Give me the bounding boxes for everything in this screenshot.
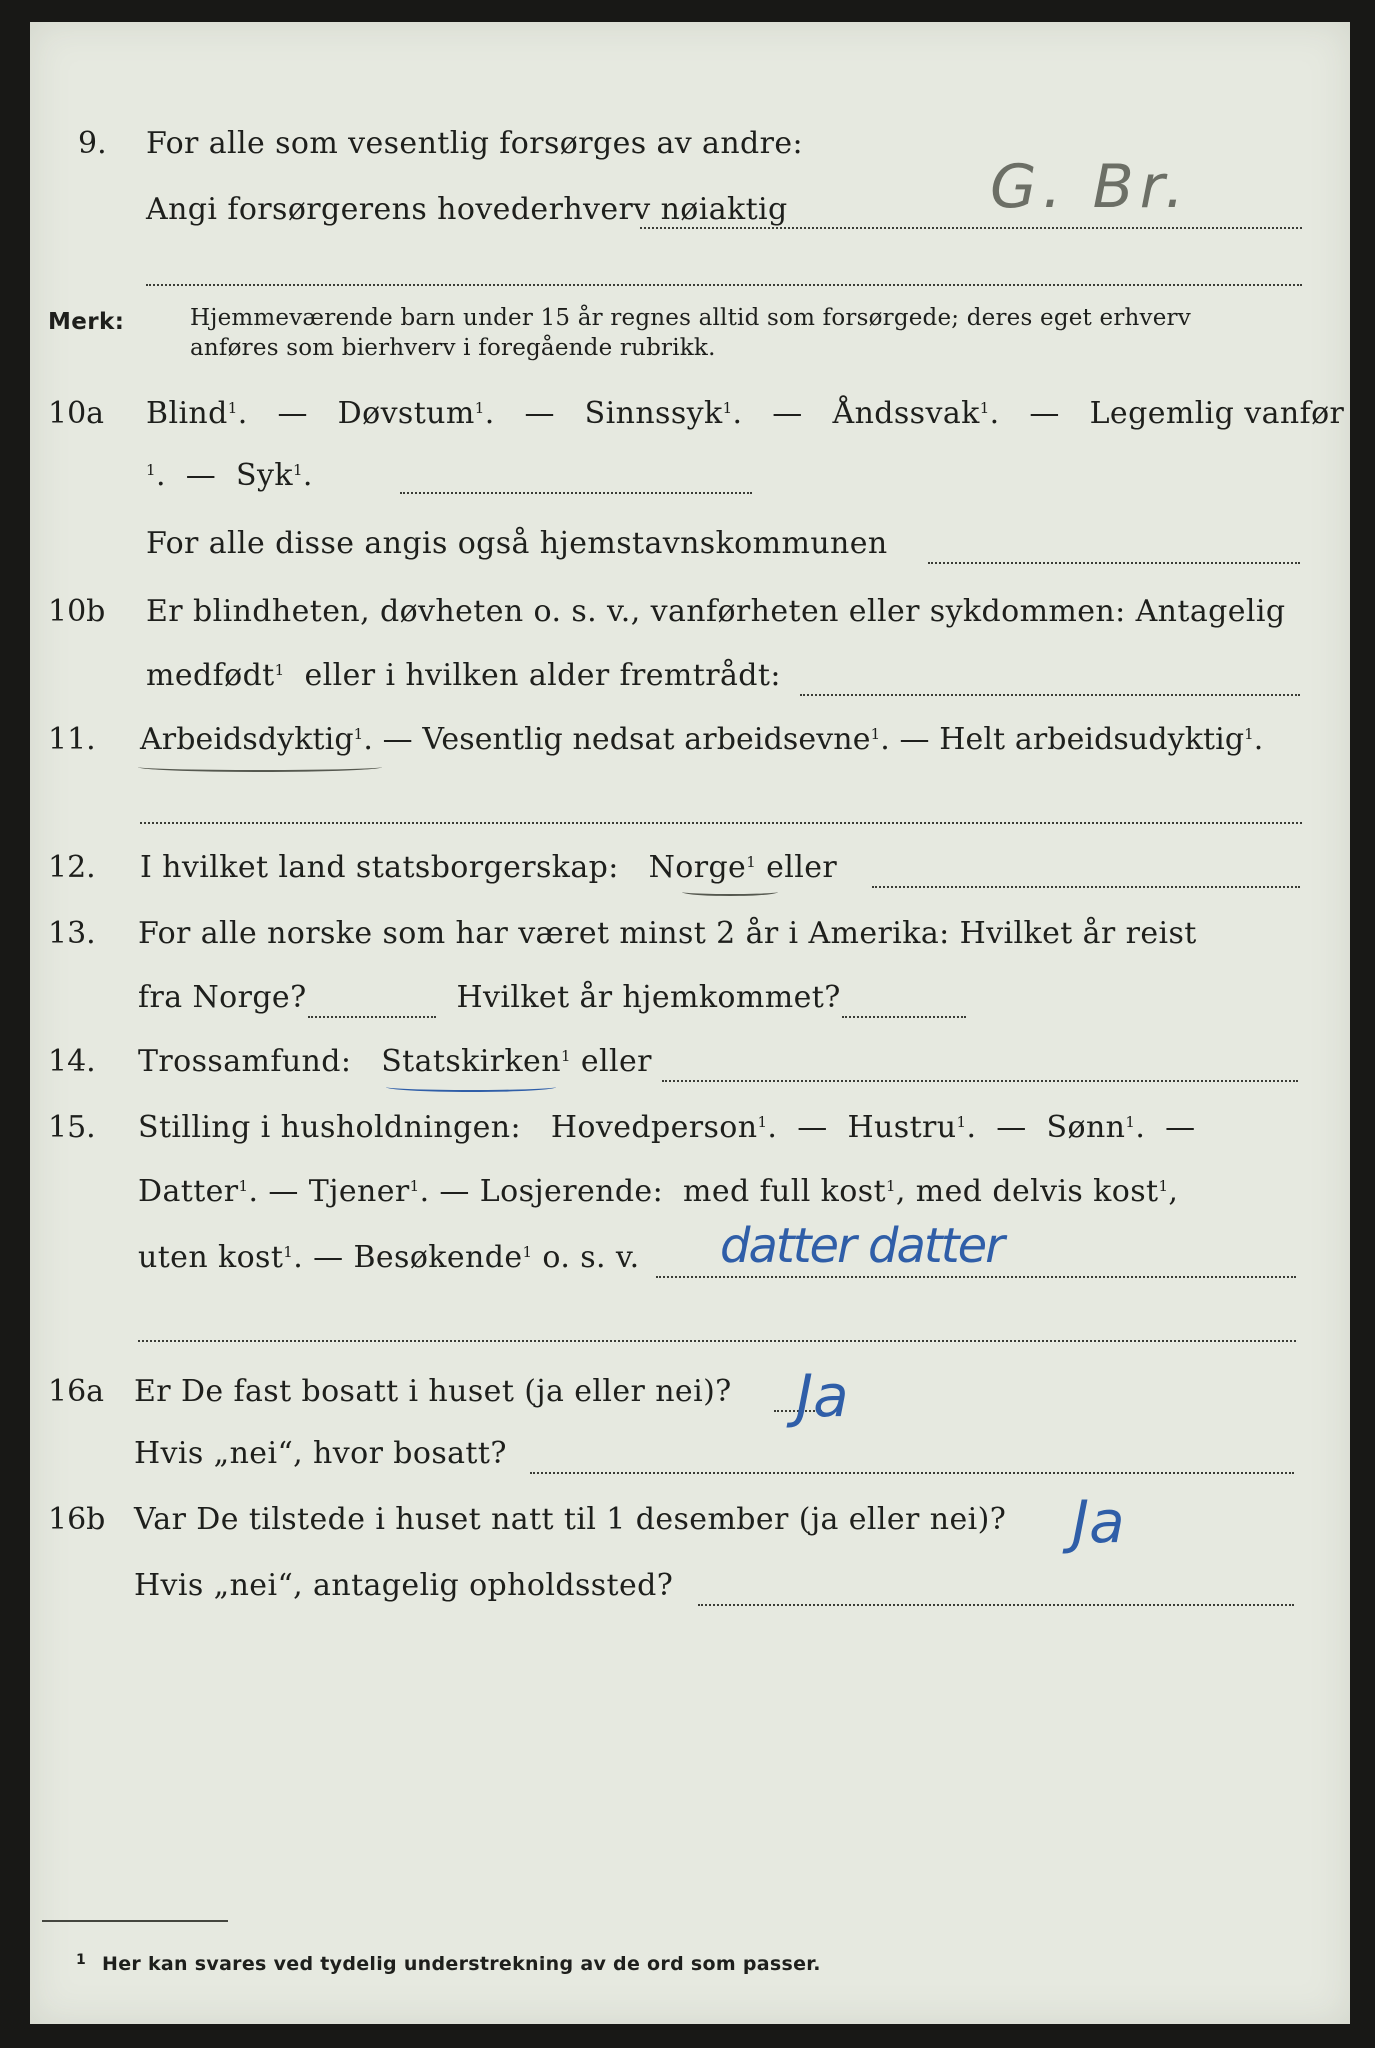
q16a-answer-handwriting: Ja	[796, 1362, 849, 1430]
q15-number: 15.	[48, 1110, 96, 1145]
merk-line2: anføres som bierhverv i foregående rubrikk.	[190, 335, 716, 361]
q9-answer-line	[640, 227, 1302, 229]
q10a-syk-line	[400, 492, 752, 494]
q11-arbeidsdyktig: Arbeidsdyktig	[140, 722, 354, 757]
q13-reist-line	[308, 1016, 436, 1018]
q15-line2: Datter$^1$. — Tjener$^1$. — Losjerende: med full kost$^1$, med delvis kost$^1$,	[138, 1174, 1179, 1209]
q15-answer-line	[656, 1276, 1296, 1278]
q16a-line2: Hvis „nei“, hvor bosatt?	[134, 1436, 507, 1471]
q9-number: 9.	[78, 126, 107, 161]
merk-label: Merk:	[48, 309, 125, 335]
q11-udyktig: Helt arbeidsudyktig	[939, 722, 1245, 757]
q14-statskirken: Statskirken	[381, 1044, 561, 1079]
q10a-legemlig-vanfor: Legemlig vanfør	[1089, 396, 1345, 431]
q9-answer-handwriting: G. Br.	[990, 152, 1191, 222]
q9-line1: For alle som vesentlig forsørges av andre:	[146, 126, 804, 161]
q12-norge-underline	[682, 888, 778, 896]
q10a-andssvak: Åndssvak	[832, 396, 980, 431]
q11-nedsat: Vesentlig nedsat arbeidsevne	[422, 722, 871, 757]
q10b-line1: Er blindheten, døvheten o. s. v., vanførheten eller sykdommen: Antagelig	[146, 594, 1286, 629]
q9-extra-line	[146, 284, 1302, 286]
q12-number: 12.	[48, 850, 96, 885]
q16b-line2: Hvis „nei“, antagelig opholdssted?	[134, 1568, 674, 1603]
q10a-dovstum: Døvstum	[337, 396, 475, 431]
q14-statskirken-underline	[386, 1082, 556, 1092]
q16a-bosatt-line	[530, 1472, 1294, 1474]
q13-line2: fra Norge? Hvilket år hjemkommet?	[138, 980, 841, 1015]
census-form-page	[30, 22, 1350, 2024]
merk-line1: Hjemmeværende barn under 15 år regnes alltid som forsørgede; deres eget erhverv	[190, 305, 1191, 331]
q16b-opholdssted-line	[698, 1604, 1294, 1606]
q10a-hjemstavn-line	[928, 562, 1300, 564]
q16b-line1: Var De tilstede i huset natt til 1 desember (ja eller nei)?	[134, 1502, 1007, 1537]
q13-number: 13.	[48, 916, 96, 951]
footnote-rule	[42, 1920, 228, 1922]
q15-extra-line	[138, 1340, 1296, 1342]
q10b-number: 10b	[48, 594, 106, 629]
q16b-answer-handwriting: Ja	[1072, 1488, 1125, 1556]
q15-answer-handwriting: datter datter	[720, 1218, 1003, 1274]
q14-answer-line	[662, 1080, 1298, 1082]
q10a-line1b: $^1$. — Syk$^1$.	[146, 458, 313, 493]
q14-line: Trossamfund: Statskirken$^1$ eller	[138, 1044, 652, 1079]
q9-line2: Angi forsørgerens hovederhverv nøiaktig	[146, 192, 788, 227]
footnote-mark: 1	[76, 1952, 87, 1968]
q12-norge: Norge	[648, 850, 747, 885]
q11-extra-line	[140, 822, 1302, 824]
q10a-line2: For alle disse angis også hjemstavnskommunen	[146, 526, 888, 561]
q12-answer-line	[872, 886, 1300, 888]
q10a-syk: Syk	[236, 458, 293, 493]
q11-number: 11.	[48, 722, 96, 757]
q11-line1: Arbeidsdyktig$^1$. — Vesentlig nedsat arbeidsevne$^1$. — Helt arbeidsudyktig$^1$.	[140, 722, 1264, 757]
footnote-text: Her kan svares ved tydelig understrekning av de ord som passer.	[102, 1953, 821, 1975]
q15-line3: uten kost$^1$. — Besøkende$^1$ o. s. v.	[138, 1240, 640, 1275]
q11-underline-mark	[138, 762, 382, 772]
q10a-blind: Blind	[146, 396, 228, 431]
q16a-number: 16a	[48, 1374, 105, 1409]
q13-hjemkommet-line	[842, 1016, 966, 1018]
q10a-sinnssyk: Sinnssyk	[584, 396, 723, 431]
q12-line: I hvilket land statsborgerskap: Norge$^1$ eller	[140, 850, 838, 885]
q10b-line2: medfødt$^1$ eller i hvilken alder fremtrådt:	[146, 658, 781, 693]
q15-line1: Stilling i husholdningen: Hovedperson$^1$. — Hustru$^1$. — Sønn$^1$. —	[138, 1110, 1196, 1145]
q10b-answer-line	[800, 694, 1300, 696]
q13-line1: For alle norske som har været minst 2 år i Amerika: Hvilket år reist	[138, 916, 1197, 951]
q16b-number: 16b	[48, 1502, 106, 1537]
q10a-number: 10a	[48, 396, 105, 431]
q16a-line1: Er De fast bosatt i huset (ja eller nei)?	[134, 1374, 732, 1409]
q14-number: 14.	[48, 1044, 96, 1079]
q10a-line1: Blind$^1$. — Døvstum$^1$. — Sinnssyk$^1$. — Åndssvak$^1$. — Legemlig vanfør	[146, 396, 1345, 431]
